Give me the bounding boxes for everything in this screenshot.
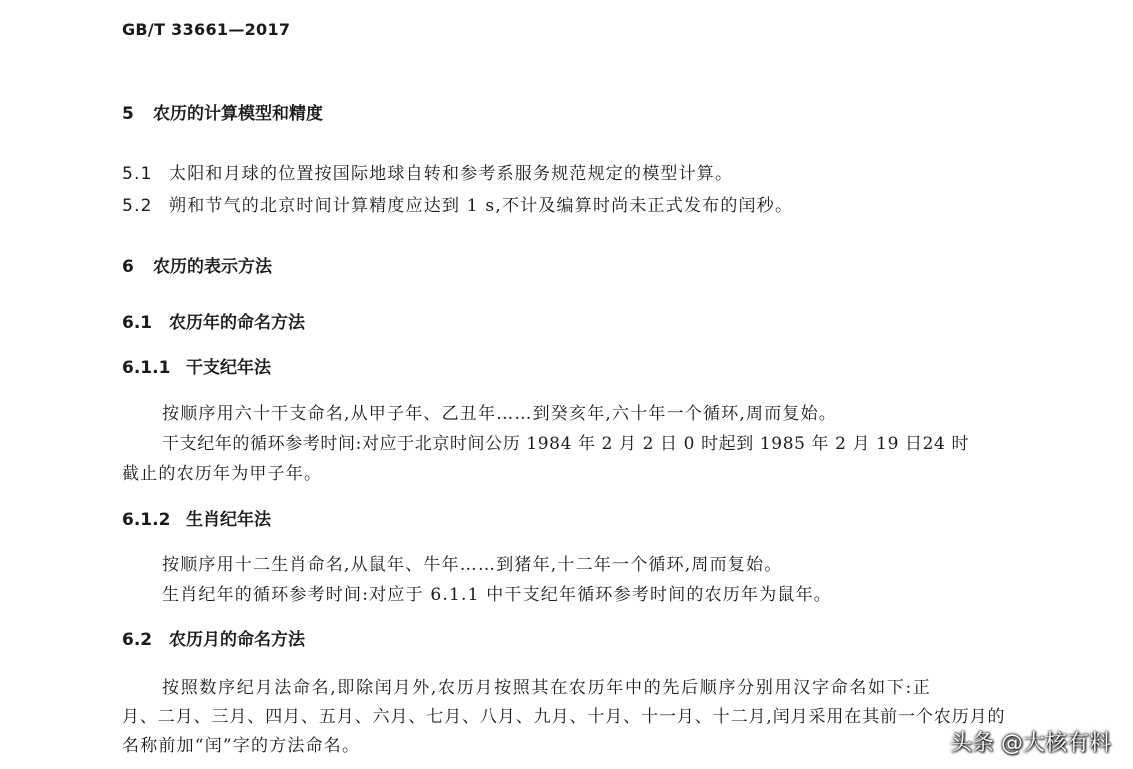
paragraph: 按顺序用十二生肖命名,从鼠年、牛年……到猪年,十二年一个循环,周而复始。 — [162, 555, 783, 575]
section-number: 6 — [122, 257, 134, 277]
section-title: 农历的计算模型和精度 — [153, 104, 323, 124]
clause-text: 朔和节气的北京时间计算精度应达到 1 s,不计及编算时尚未正式发布的闰秒。 — [169, 196, 794, 216]
standard-code: GB/T 33661—2017 — [122, 20, 291, 39]
paragraph: 生肖纪年的循环参考时间:对应于 6.1.1 中干支纪年循环参考时间的农历年为鼠年。 — [162, 585, 832, 605]
section-title: 农历年的命名方法 — [169, 313, 305, 333]
paragraph: 干支纪年的循环参考时间:对应于北京时间公历 1984 年 2 月 2 日 0 时起到 1985 年 2 月 19 日24 时 — [162, 434, 970, 454]
section-number: 6.1.2 — [122, 510, 171, 530]
section-6-heading — [122, 257, 272, 277]
paragraph-continuation: 截止的农历年为甲子年。 — [122, 464, 323, 484]
paragraph-continuation: 名称前加“闰”字的方法命名。 — [122, 736, 361, 756]
paragraph: 按照数序纪月法命名,即除闰月外,农历月按照其在农历年中的先后顺序分别用汉字命名如下:正 — [162, 678, 932, 698]
section-6-1-2-heading — [122, 510, 271, 530]
section-title: 农历的表示方法 — [153, 257, 272, 277]
section-5-heading — [122, 104, 323, 124]
clause-number: 5.2 — [122, 196, 153, 216]
section-6-1-heading — [122, 313, 305, 333]
paragraph: 按顺序用六十干支命名,从甲子年、乙丑年……到癸亥年,六十年一个循环,周而复始。 — [162, 404, 838, 424]
section-title: 干支纪年法 — [186, 358, 271, 378]
section-title: 农历月的命名方法 — [169, 630, 305, 650]
section-number: 6.1.1 — [122, 358, 171, 378]
section-6-1-1-heading — [122, 358, 271, 378]
paragraph-continuation: 月、二月、三月、四月、五月、六月、七月、八月、九月、十月、十一月、十二月,闰月采用在其前一个农历月的 — [122, 707, 1006, 727]
clause-text: 太阳和月球的位置按国际地球自转和参考系服务规范规定的模型计算。 — [169, 164, 734, 184]
section-title: 生肖纪年法 — [186, 510, 271, 530]
section-number: 5 — [122, 104, 134, 124]
clause-5-2-line — [122, 196, 793, 216]
section-number: 6.2 — [122, 630, 153, 650]
clause-number: 5.1 — [122, 164, 153, 184]
watermark-overlay: 头条 @大核有料 — [950, 731, 1111, 756]
section-number: 6.1 — [122, 313, 153, 333]
section-6-2-heading — [122, 630, 305, 650]
clause-5-1-line — [122, 164, 733, 184]
